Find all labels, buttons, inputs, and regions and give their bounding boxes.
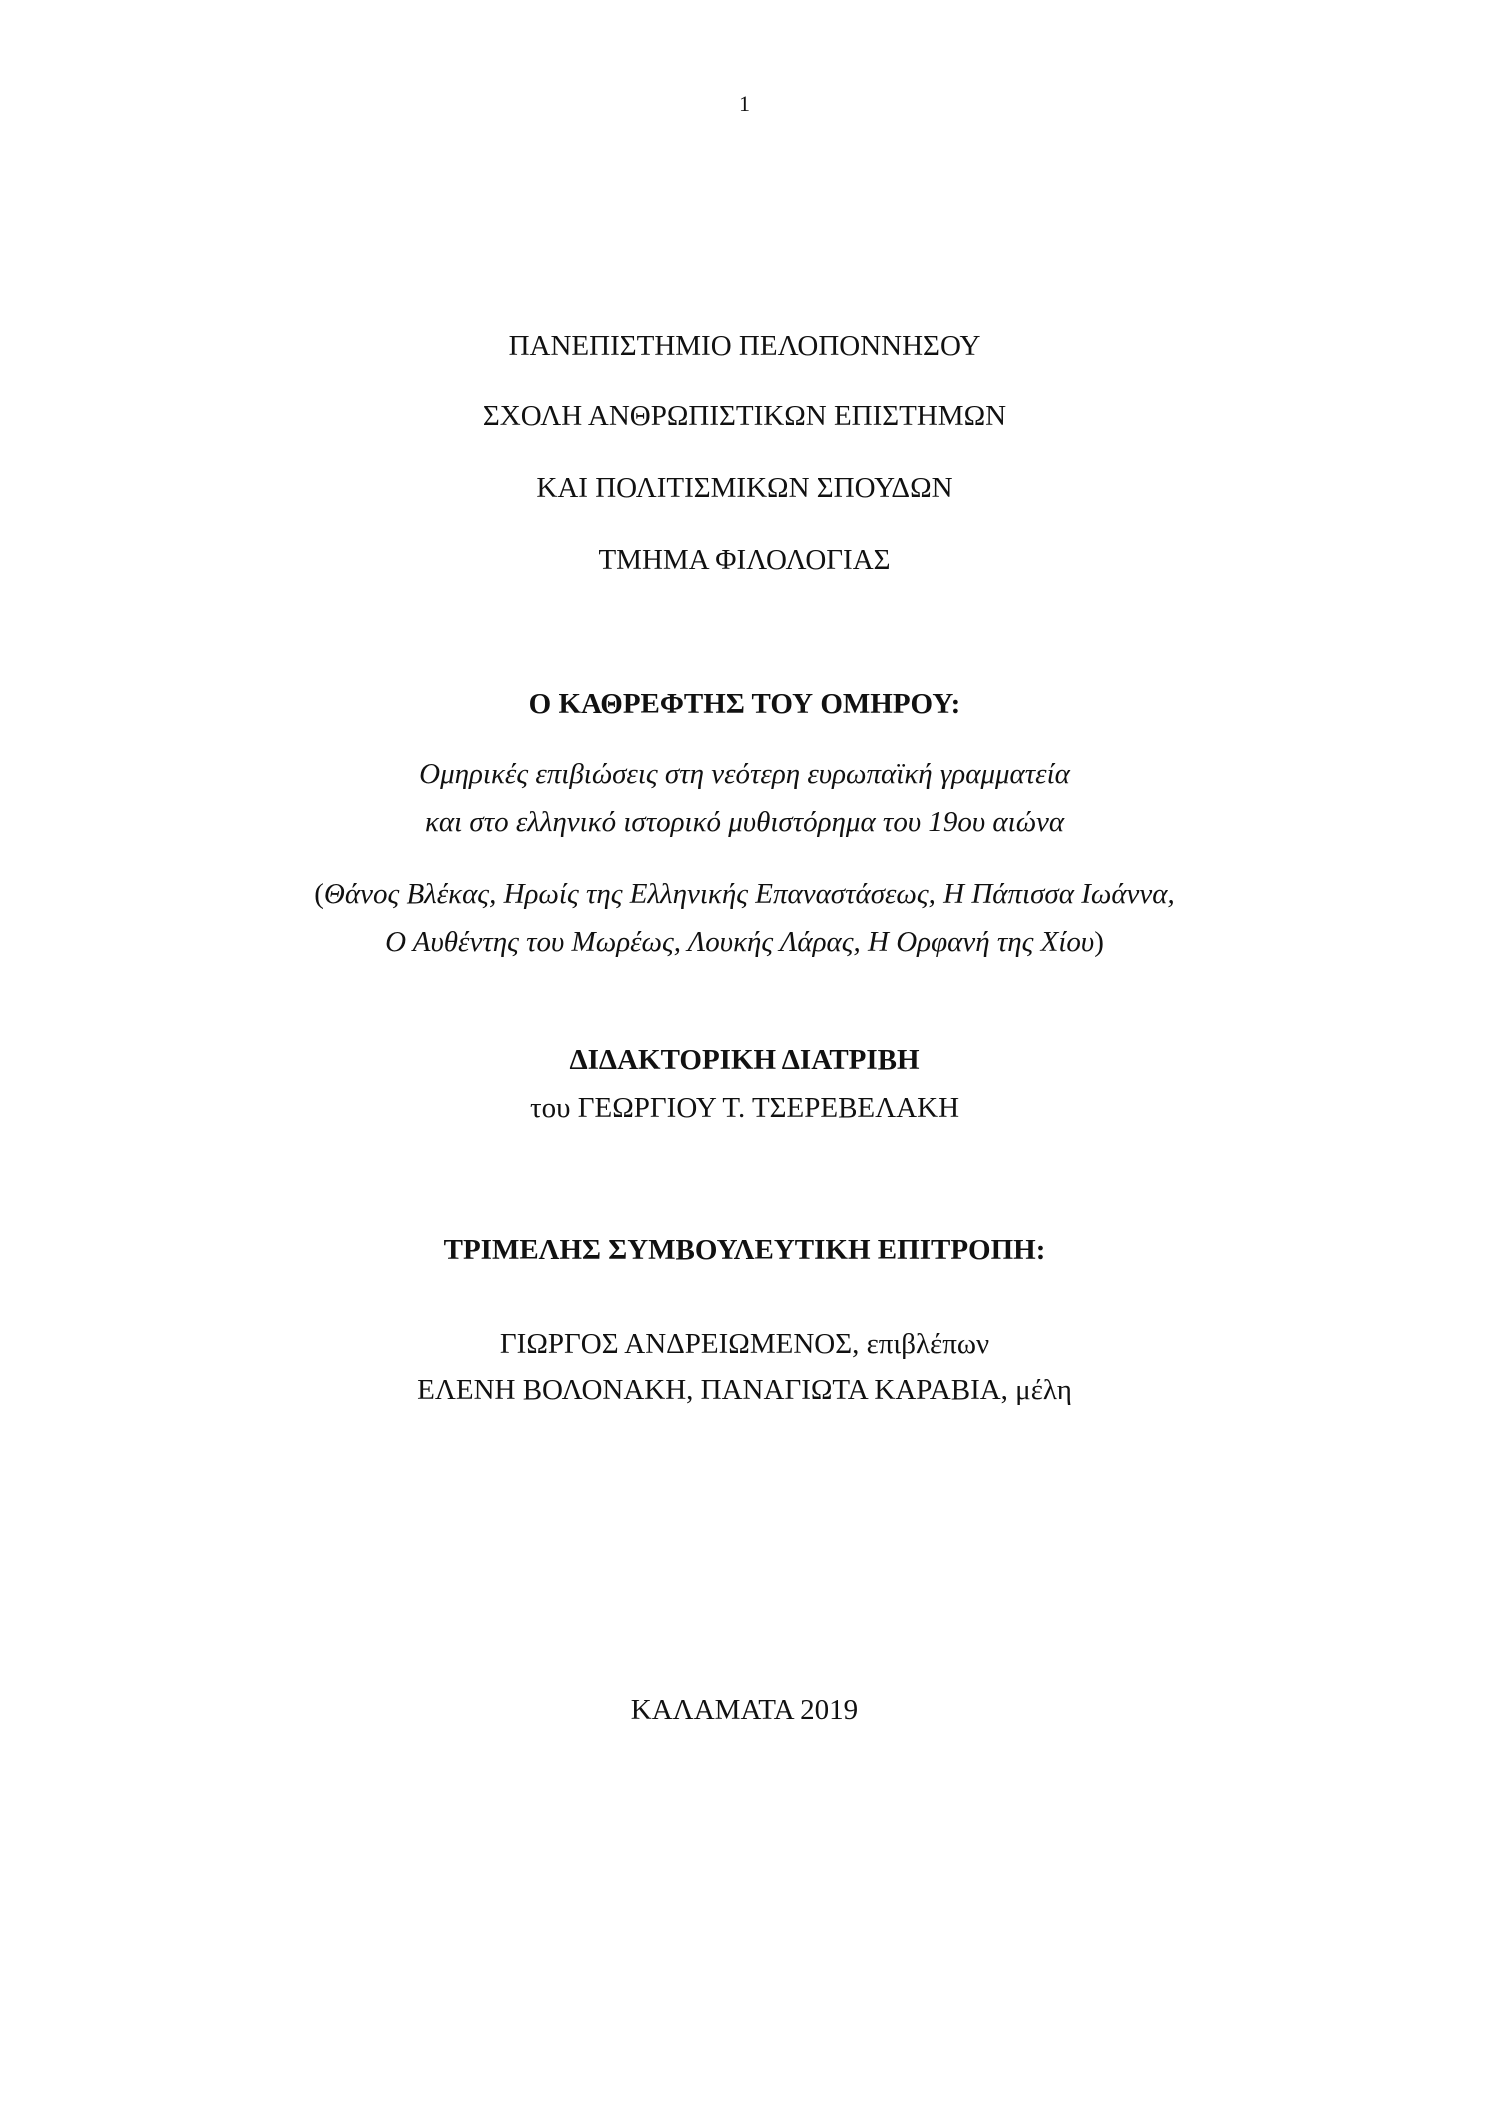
school-name-line1: ΣΧΟΛΗ ΑΝΘΡΩΠΙΣΤΙΚΩΝ ΕΠΙΣΤΗΜΩΝ: [482, 400, 1007, 432]
works-list-line1: [0, 876, 1489, 912]
committee-heading: ΤΡΙΜΕΛΗΣ ΣΥΜΒΟΥΛΕΥΤΙΚΗ ΕΠΙΤΡΟΠΗ:: [443, 1234, 1046, 1266]
place-year: ΚΑΛΑΜΑΤΑ 2019: [630, 1694, 859, 1726]
supervisor-name: ΓΙΩΡΓΟΣ ΑΝΔΡΕΙΩΜΕΝΟΣ,: [499, 1328, 867, 1360]
university-name: ΠΑΝΕΠΙΣΤΗΜΙΟ ΠΕΛΟΠΟΝΝΗΣΟΥ: [508, 330, 981, 362]
members-names: ΕΛΕΝΗ ΒΟΛΟΝΑΚΗ, ΠΑΝΑΓΙΩΤΑ ΚΑΡΑΒΙΑ,: [417, 1374, 1016, 1406]
works-close-paren: ): [1094, 926, 1104, 958]
page-number: 1: [739, 91, 750, 116]
thesis-subtitle-line1: Ομηρικές επιβιώσεις στη νεότερη ευρωπαϊκή γραμματεία: [419, 758, 1070, 790]
thesis-title: Ο ΚΑΘΡΕΦΤΗΣ ΤΟΥ ΟΜΗΡΟΥ:: [528, 688, 961, 720]
committee-supervisor: [0, 1326, 1489, 1362]
members-role: μέλη: [1015, 1374, 1072, 1406]
works-list-line2: [0, 924, 1489, 960]
supervisor-role: επιβλέπων: [866, 1328, 990, 1360]
thesis-subtitle-line2: και στο ελληνικό ιστορικό μυθιστόρημα του 19ου αιώνα: [424, 806, 1065, 838]
department-name: ΤΜΗΜΑ ΦΙΛΟΛΟΓΙΑΣ: [598, 544, 891, 576]
dissertation-author: του ΓΕΩΡΓΙΟΥ Τ. ΤΣΕΡΕΒΕΛΑΚΗ: [529, 1092, 960, 1124]
dissertation-type: ΔΙΔΑΚΤΟΡΙΚΗ ΔΙΑΤΡΙΒΗ: [569, 1044, 920, 1076]
committee-members: [0, 1372, 1489, 1408]
works-list-text1: Θάνος Βλέκας, Ηρωίς της Ελληνικής Επαναστάσεως, Η Πάπισσα Ιωάννα,: [323, 878, 1175, 910]
school-name-line2: ΚΑΙ ΠΟΛΙΤΙΣΜΙΚΩΝ ΣΠΟΥΔΩΝ: [536, 472, 953, 504]
works-open-paren: (: [314, 878, 324, 910]
works-list-text2: Ο Αυθέντης του Μωρέως, Λουκής Λάρας, Η Ορφανή της Χίου: [385, 926, 1095, 958]
